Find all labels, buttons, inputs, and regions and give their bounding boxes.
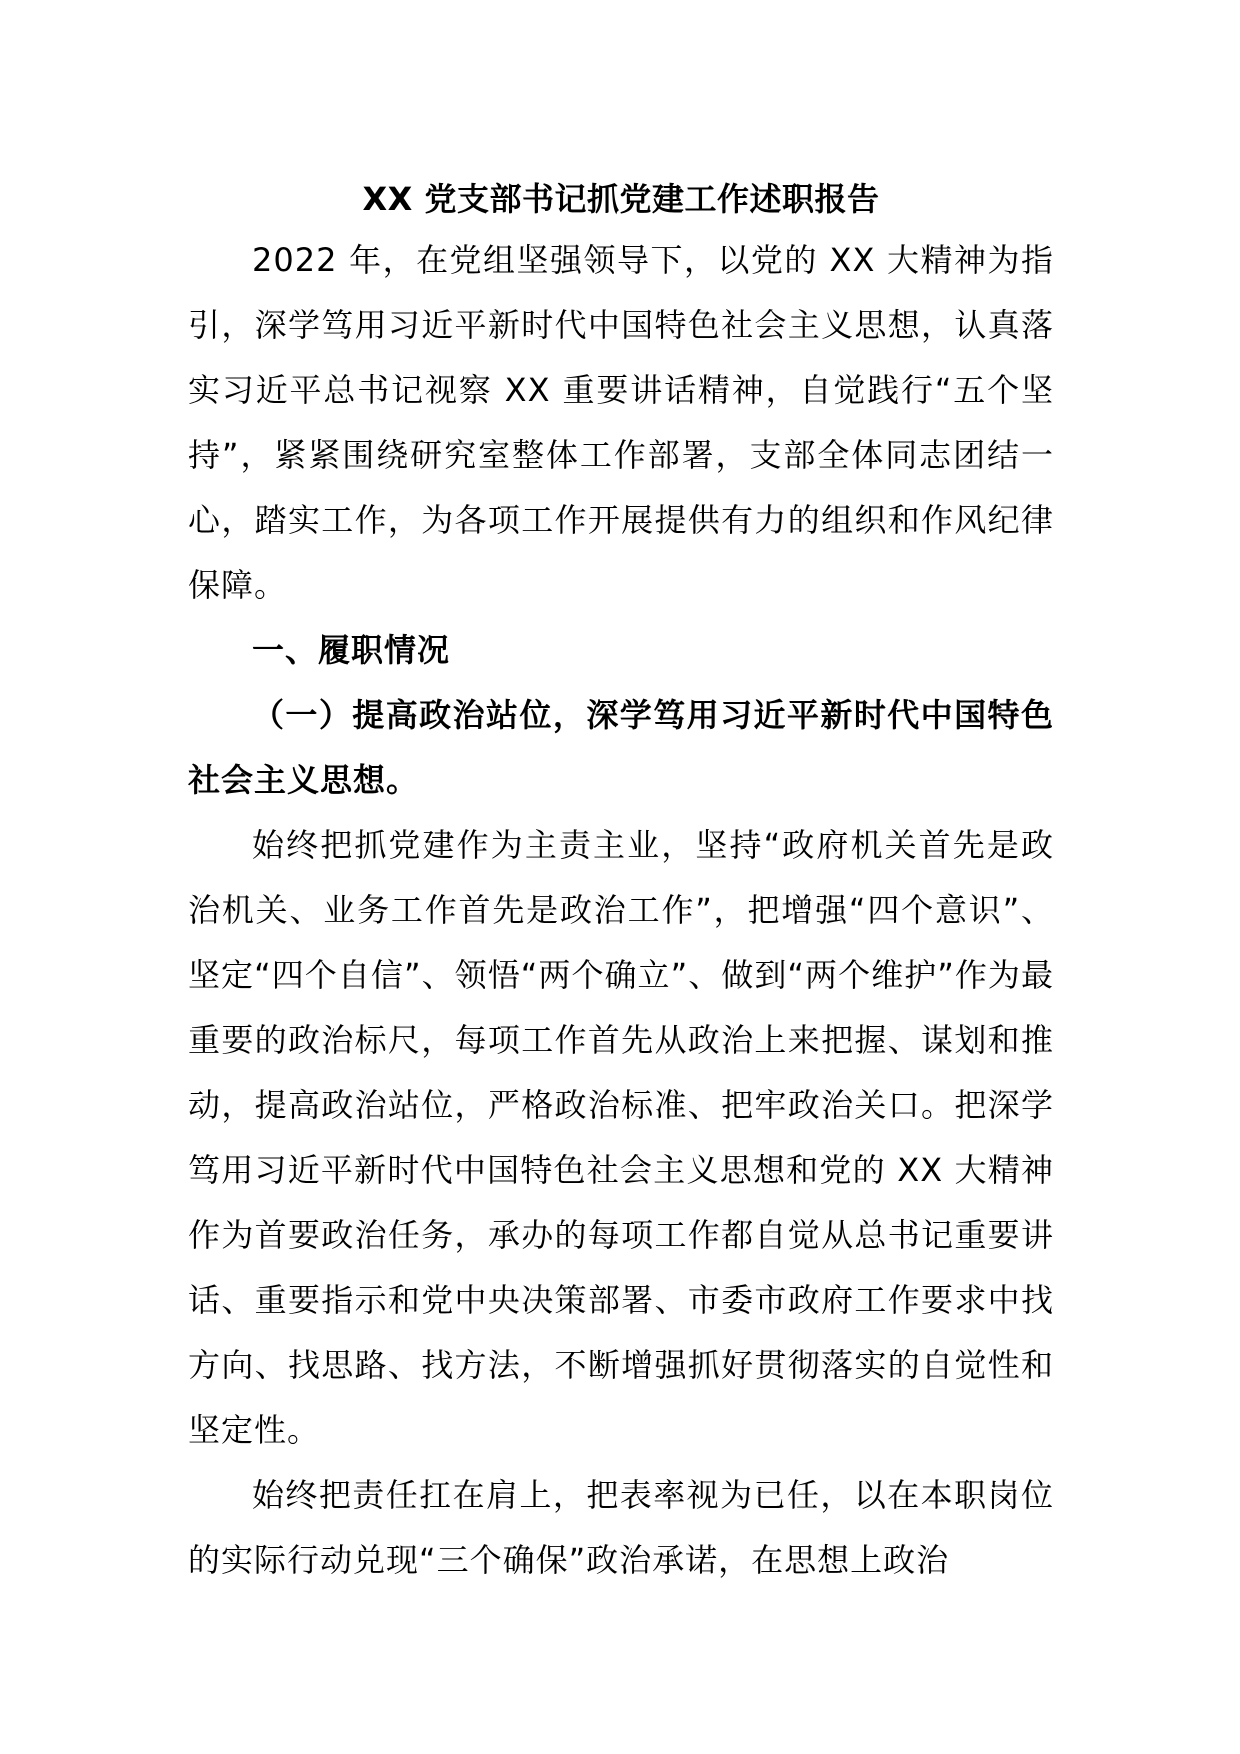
intro-paragraph: 2022 年，在党组坚强领导下，以党的 XX 大精神为指引，深学笃用习近平新时代中国特色社会主义思想，认真落实习近平总书记视察 XX 重要讲话精神，自觉践行“五个坚持”，紧紧围绕研究室整体工作部署，支部全体同志团结一心，踏实工作，为各项工作开展提供有力的组织和作风纪律保障。 <box>188 241 1054 604</box>
document-body <box>188 170 1054 1593</box>
section-heading-1: 一、履职情况 <box>252 631 451 669</box>
subsection-heading-1: （一）提高政治站位，深学笃用习近平新时代中国特色社会主义思想。 <box>188 696 1054 799</box>
body-paragraph-1: 始终把抓党建作为主责主业，坚持“政府机关首先是政治机关、业务工作首先是政治工作”，把增强“四个意识”、坚定“四个自信”、领悟“两个确立”、做到“两个维护”作为最重要的政治标尺，每项工作首先从政治上来把握、谋划和推动，提高政治站位，严格政治标准、把牢政治关口。把深学笃用习近平新时代中国特色社会主义思想和党的 XX 大精神作为首要政治任务，承办的每项工作都自觉从总书记重要讲话、重要指示和党中央决策部署、市委市政府工作要求中找方向、找思路、找方法，不断增强抓好贯彻落实的自觉性和坚定性。 <box>188 826 1054 1449</box>
body-paragraph-2: 始终把责任扛在肩上，把表率视为已任，以在本职岗位的实际行动兑现“三个确保”政治承诺，在思想上政治 <box>188 1476 1054 1579</box>
document-title: XX 党支部书记抓党建工作述职报告 <box>362 180 880 218</box>
